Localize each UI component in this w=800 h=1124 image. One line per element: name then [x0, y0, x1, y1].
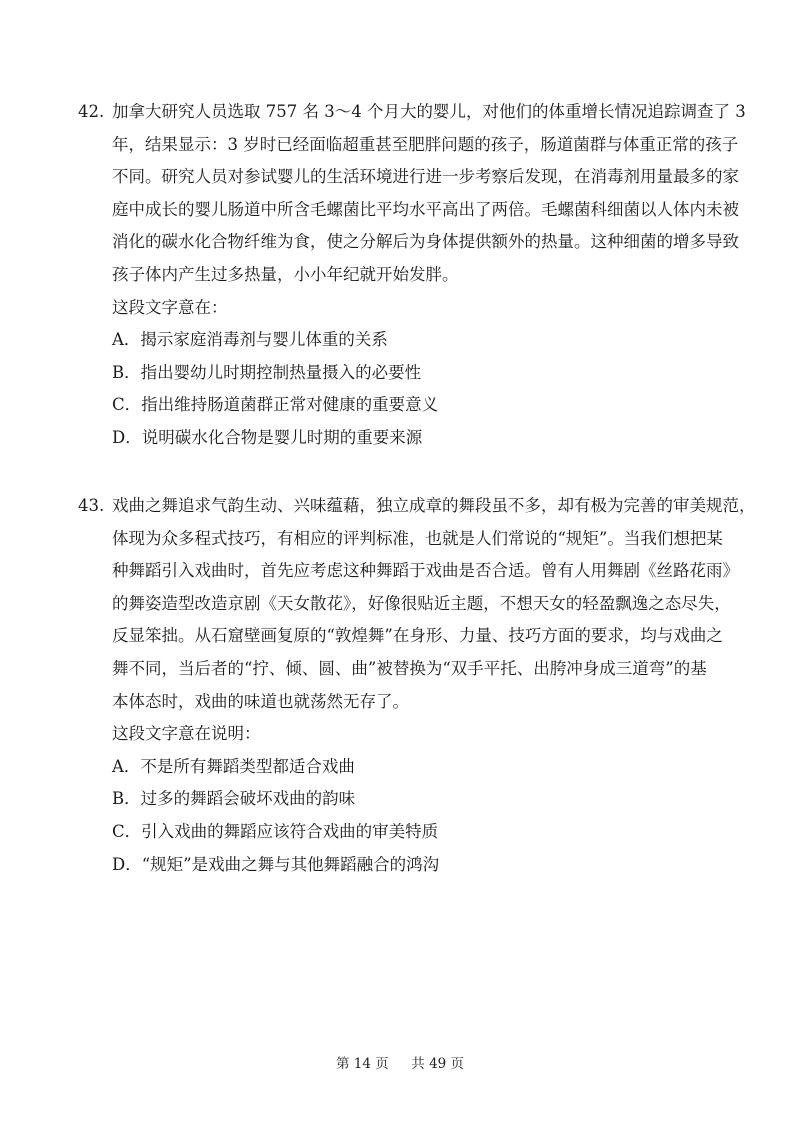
- question-stem-line: [78, 490, 758, 523]
- question-42: [78, 96, 758, 455]
- question-number: 42.: [78, 102, 105, 121]
- question-number: 43.: [78, 496, 105, 515]
- question-prompt: 这段文字意在：: [112, 297, 228, 317]
- question-text-line: 反显笨拙。从石窟壁画复原的“敦煌舞”在身形、力量、技巧方面的要求，均与戏曲之: [112, 626, 723, 646]
- option-c: C．指出维持肠道菌群正常对健康的重要意义: [112, 395, 439, 415]
- page-total: 共 49 页: [411, 1056, 465, 1072]
- question-43: [78, 490, 758, 881]
- option-c: C．引入戏曲的舞蹈应该符合戏曲的审美特质: [112, 821, 439, 841]
- question-text-line: 种舞蹈引入戏曲时，首先应考虑这种舞蹈于戏曲是否合适。曾有人用舞剧《丝路花雨》: [112, 561, 739, 581]
- page-number: 第 14 页: [335, 1056, 389, 1072]
- question-text-line: 戏曲之舞追求气韵生动、兴味蕴藉，独立成章的舞段虽不多，却有极为完善的审美规范，: [112, 496, 756, 515]
- question-text-line: 年，结果显示：3 岁时已经面临超重甚至肥胖问题的孩子，肠道菌群与体重正常的孩子: [112, 134, 739, 154]
- page-footer: [0, 1052, 800, 1072]
- question-stem-line: [78, 96, 758, 129]
- option-d: D．“规矩”是戏曲之舞与其他舞蹈融合的鸿沟: [112, 854, 440, 874]
- option-a: A．揭示家庭消毒剂与婴儿体重的关系: [112, 330, 388, 350]
- question-text-line: 体现为众多程式技巧，有相应的评判标准，也就是人们常说的“规矩”。当我们想把某: [112, 528, 723, 548]
- option-b: B．过多的舞蹈会破坏戏曲的韵味: [112, 789, 356, 809]
- option-a: A．不是所有舞蹈类型都适合戏曲: [112, 756, 355, 776]
- question-text-line: 舞不同，当后者的“拧、倾、圆、曲”被替换为“双手平托、出胯冲身成三道弯”的基: [112, 658, 707, 678]
- question-text-line: 庭中成长的婴儿肠道中所含毛螺菌比平均水平高出了两倍。毛螺菌科细菌以人体内未被: [112, 199, 739, 219]
- question-text-line: 消化的碳水化合物纤维为食，使之分解后为身体提供额外的热量。这种细菌的增多导致: [112, 232, 739, 252]
- option-d: D．说明碳水化合物是婴儿时期的重要来源: [112, 427, 423, 447]
- question-text-line: 的舞姿造型改造京剧《天女散花》，好像很贴近主题，不想天女的轻盈飘逸之态尽失，: [112, 593, 731, 613]
- question-text-line: 不同。研究人员对参试婴儿的生活环境进行进一步考察后发现，在消毒剂用量最多的家: [112, 167, 739, 187]
- question-text-line: 孩子体内产生过多热量，小小年纪就开始发胖。: [112, 264, 459, 284]
- question-text-line: 本体态时，戏曲的味道也就荡然无存了。: [112, 691, 409, 711]
- question-text-line: 加拿大研究人员选取 757 名 3～4 个月大的婴儿，对他们的体重增长情况追踪调查了 3: [112, 102, 746, 121]
- question-prompt: 这段文字意在说明：: [112, 724, 261, 744]
- option-b: B．指出婴幼儿时期控制热量摄入的必要性: [112, 362, 422, 382]
